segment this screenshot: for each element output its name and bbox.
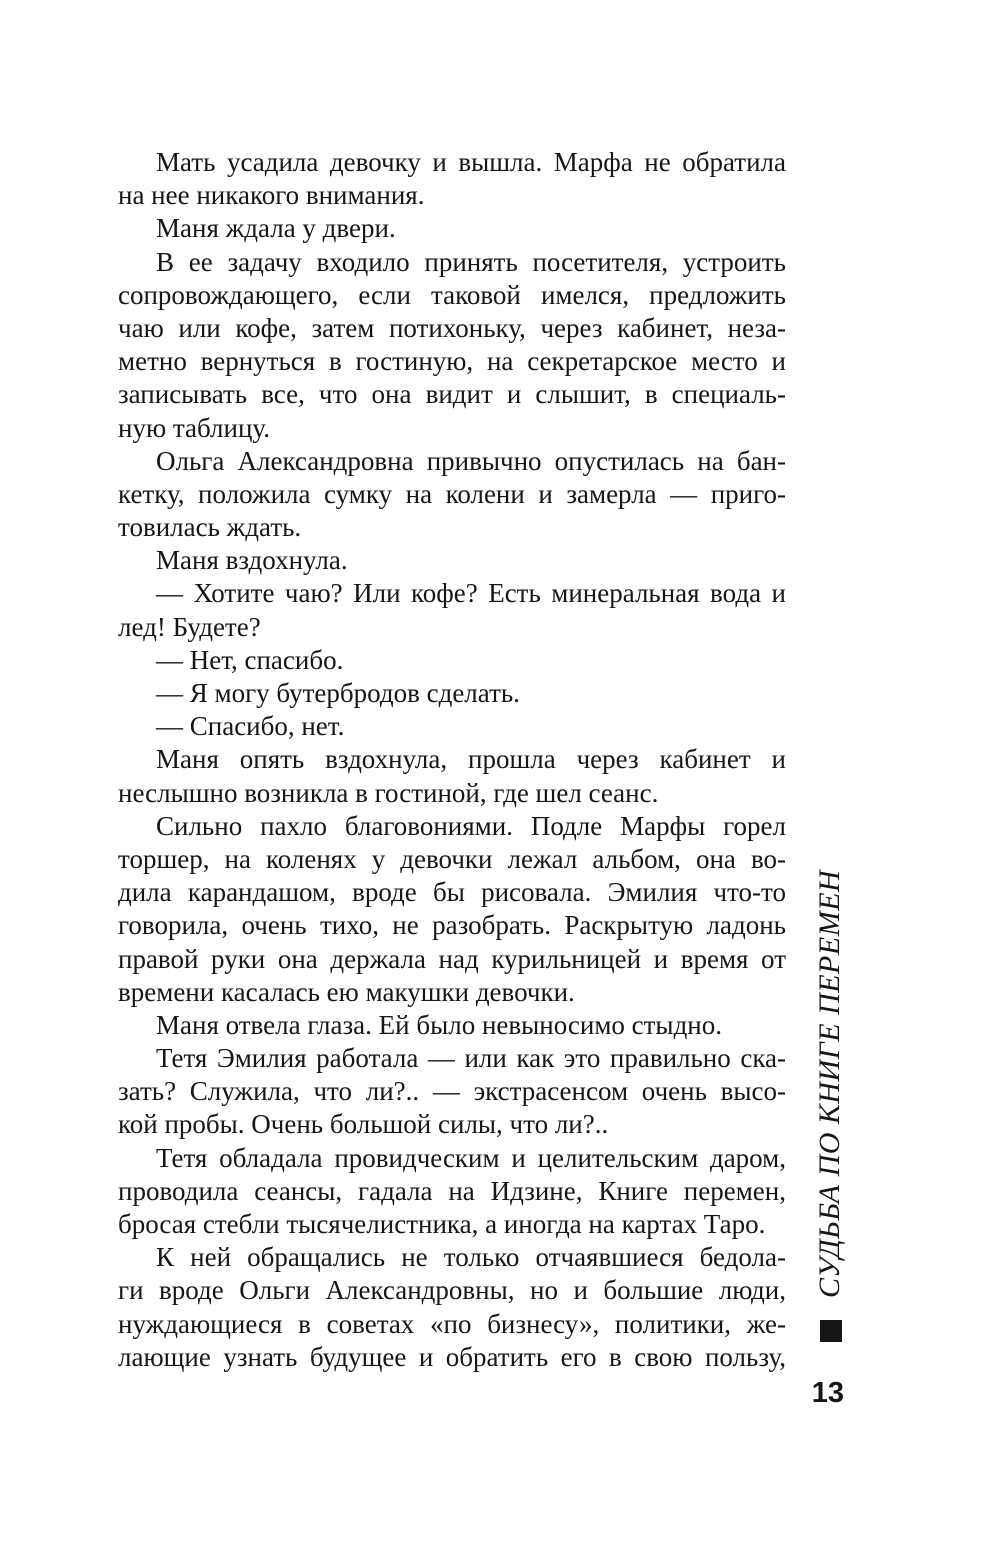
paragraph	[118, 1042, 786, 1142]
paragraph	[118, 1241, 786, 1374]
text-line: Маня отвела глаза. Ей было невыносимо стыдно.	[156, 1009, 723, 1040]
paragraph	[118, 544, 786, 577]
text-line: ги вроде Ольги Александровны, но и большие люди,	[118, 1275, 786, 1306]
text-line: на нее никакого внимания.	[118, 180, 425, 211]
text-line: дила карандашом, вроде бы рисовала. Эмилия что-то	[118, 877, 786, 908]
paragraph	[118, 1142, 786, 1242]
text-line: проводила сеансы, гадала на Идзине, Книге перемен,	[118, 1175, 786, 1206]
text-line: сопровождающего, если таковой имелся, предложить	[118, 279, 786, 310]
text-line: — Нет, спасибо.	[156, 644, 344, 675]
square-marker-icon	[820, 1320, 842, 1342]
text-line: Ольга Александровна привычно опустилась на бан-	[156, 445, 786, 476]
paragraph	[118, 743, 786, 809]
text-line: Мать усадила девочку и вышла. Марфа не обратила	[156, 147, 786, 177]
text-line: торшер, на коленях у девочки лежал альбом, она во-	[118, 843, 786, 874]
paragraph	[118, 810, 786, 1009]
text-line: кетку, положила сумку на колени и замерла — приго-	[118, 478, 786, 509]
paragraph	[118, 212, 786, 245]
running-title	[810, 869, 850, 1298]
text-line: ную таблицу.	[118, 412, 270, 443]
text-line: К ней обращались не только отчаявшиеся бедола-	[156, 1242, 786, 1273]
body-text	[118, 146, 786, 1374]
text-line: Тетя обладала провидческим и целительским даром,	[156, 1142, 786, 1173]
text-line: кой пробы. Очень большой силы, что ли?..	[118, 1109, 609, 1140]
text-line: товилась ждать.	[118, 512, 302, 543]
text-line: Сильно пахло благовониями. Подле Марфы горел	[156, 810, 786, 841]
paragraph	[118, 146, 786, 212]
text-line: — Спасибо, нет.	[156, 711, 345, 742]
paragraph	[118, 1009, 786, 1042]
text-line: метно вернуться в гостиную, на секретарское место и	[118, 346, 786, 377]
text-line: — Хотите чаю? Или кофе? Есть минеральная вода и	[156, 578, 786, 609]
paragraph	[118, 246, 786, 445]
text-line: Маня опять вздохнула, прошла через кабинет и	[156, 744, 786, 775]
text-line: зать? Служила, что ли?.. — экстрасенсом очень высо-	[118, 1076, 786, 1107]
text-line: Маня вздохнула.	[156, 545, 348, 576]
running-title-text: СУДЬБА ПО КНИГЕ ПЕРЕМЕН	[813, 869, 846, 1298]
text-line: времени касалась ею макушки девочки.	[118, 976, 575, 1007]
text-line: Маня ждала у двери.	[156, 213, 396, 244]
text-line: говорила, очень тихо, не разобрать. Раскрытую ладонь	[118, 910, 786, 941]
text-line: Тетя Эмилия работала — или как это правильно ска-	[156, 1043, 786, 1074]
text-line: — Я могу бутербродов сделать.	[156, 678, 520, 708]
text-line: чаю или кофе, затем потихоньку, через кабинет, неза-	[118, 312, 786, 343]
text-line: неслышно возникла в гостиной, где шел сеанс.	[118, 777, 659, 808]
text-line: правой руки она держала над курильницей и время от	[118, 943, 786, 974]
paragraph	[118, 644, 786, 677]
text-line: В ее задачу входило принять посетителя, устроить	[156, 246, 786, 277]
page-number: 13	[811, 1377, 844, 1409]
text-line: записывать все, что она видит и слышит, в специаль-	[118, 379, 786, 410]
text-line: бросая стебли тысячелистника, а иногда на картах Таро.	[118, 1209, 766, 1239]
paragraph	[118, 710, 786, 743]
text-line: лающие узнать будущее и обратить его в свою пользу,	[118, 1341, 786, 1372]
paragraph	[118, 577, 786, 643]
text-line: лед! Будете?	[118, 611, 261, 642]
paragraph	[118, 677, 786, 710]
paragraph	[118, 445, 786, 545]
text-line: нуждающиеся в советах «по бизнесу», политики, же-	[118, 1308, 786, 1339]
